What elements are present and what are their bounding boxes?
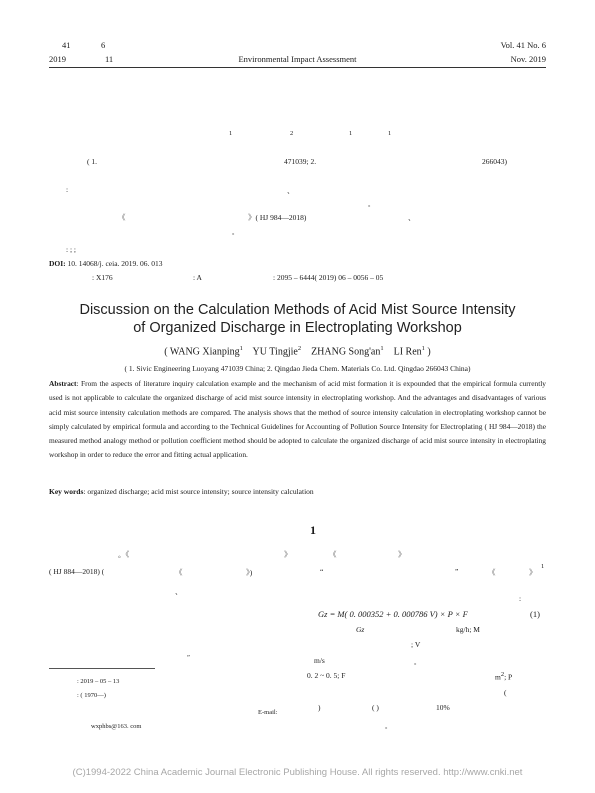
left-line2: ( HJ 884—2018) ( [49,567,105,576]
section-number: 1 [310,523,316,537]
left-frag: 》 [398,550,406,559]
left-frag: 》) [246,568,253,577]
title-en-line1: Discussion on the Calculation Methods of Acid Mist Source Intensity [79,302,516,318]
cn-standard-ref: 》( HJ 984—2018) [248,213,307,222]
author-sup-4: 1 [388,130,392,137]
cn-abstract-colon: : [66,185,69,194]
unit-ms: m/s [314,656,325,665]
var-v: ; V [411,640,421,649]
header-year-cn: 2019 [49,54,66,64]
author-sup-1: 1 [229,130,233,137]
left-frag: 《 [329,550,337,559]
doi-label: DOI: [49,259,66,268]
title-en-line2: of Organized Discharge in Electroplating Workshop [133,320,462,336]
percent: 10% [436,703,450,712]
header-rule [49,67,546,68]
header-volume-en: Vol. 41 No. 6 [500,40,546,50]
cn-book-open: 《 [118,213,126,222]
author-name: LI Ren [393,346,422,358]
author-sup: 1 [421,345,425,352]
keywords-label: Key words [49,487,84,496]
range-f: 0. 2 ~ 0. 5; F [307,671,346,680]
header-volume-cn: 41 [62,40,71,50]
unit-m2 [495,671,512,682]
header-month-cn: 11 [105,54,114,64]
m2-text: m [495,672,501,682]
author-name: WANG Xianping [169,346,240,358]
footnote-rule [49,668,155,669]
cn-abstract-comma: 、 [287,186,295,195]
right-sup: 1 [541,563,545,570]
affiliation-en: ( 1. Sivic Engineering Luoyang 471039 China; 2. Qingdao Jieda Chem. Materials Co. Ltd. Qingdao 266043 China) [124,364,471,373]
right-period: 。 [414,659,421,666]
authors-en: ( WANG Xianping$^1$ YU Tingjie$^2$ ZHANG $Song'an^1$ LI Ren$^1$ ) [164,345,431,358]
left-frag: 。《 [118,550,130,559]
keywords-en [49,487,314,496]
right-frag: 》 [529,568,537,577]
abstract-text: : From the aspects of literature inquiry calculation example and the mechanism of acid mist formation it is expounded that the empirical formula currently used is not applicable to calculate the organized discharge of acid mist source intensity in electroplating workshop. And the advantages and disadvantages of various acid mist source intensity calculation methods are compared. The analysis shows that the method of source intensity calculation in electroplating workshop cannot be simply calculated by empirical formula and according to the Technical Guidelines for Accounting of Pollution Source Intensity for Electroplating ( HJ 984—2018) the measured method analogy method or pollution coefficient method should be adopted to calculate the organized discharge of acid mist source intensity in electroplating workshop in order to reduce the error and fitting actual application. [49,379,546,460]
doi-value: 10. 14068/j. ceia. 2019. 06. 013 [67,259,163,268]
cn-small-period: 。 [368,201,375,208]
right-frag: ” [455,567,459,576]
paren-close: ) [318,703,321,712]
clc-number: : X176 [92,273,113,282]
abstract-label: Abstract [49,379,77,388]
email-label: E-mail: [258,709,278,716]
received-date: : 2019 – 05 – 13 [77,678,120,685]
author-name: ZHANG Song'an [311,346,381,358]
keywords-text: : organized discharge; acid mist source intensity; source intensity calculation [83,487,314,496]
cn-affiliation-prefix: ( 1. [87,157,97,166]
var-p: ; P [504,672,513,682]
right-colon: : [519,594,522,603]
left-comma: 、 [175,587,183,596]
paren-pair: ( ) [372,703,379,712]
formula-number: (1) [530,609,540,619]
cn-comma-2: 、 [408,213,416,222]
author-bio: : ( 1970—) [77,692,106,699]
header-issue-cn: 6 [101,40,106,50]
author-sup: 1 [380,345,384,352]
author-sup-2: 2 [290,130,294,137]
cn-affiliation-end: 266043) [482,157,507,166]
right-frag: 《 [488,568,496,577]
author-name: YU Tingjie [252,346,298,358]
abstract-en [49,377,546,463]
paren-open: ( [504,688,507,697]
var-gz: Gz [356,625,365,634]
cn-affiliation-mid: 471039; 2. [284,157,317,166]
m2-sup: 2 [500,671,505,678]
author-sup-3: 1 [349,130,353,137]
doi-line [49,259,163,268]
email-address: wxphbs@163. com [91,723,142,730]
left-frag: 《 [175,568,183,577]
header-date-en: Nov. 2019 [510,54,546,64]
cn-period-2: 。 [232,229,239,236]
author-sup: 1 [239,345,243,352]
cn-keywords: : ; ; [66,245,77,254]
left-quote: ” [187,654,190,661]
author-sup: 2 [297,345,302,352]
formula: Gz = M( 0. 000352 + 0. 000786 V) × P × F [318,609,468,619]
right-frag: “ [320,567,324,576]
document-code: : A [193,273,202,282]
header-journal-name: Environmental Impact Assessment [238,54,357,64]
copyright-footer: (C)1994-2022 China Academic Journal Electronic Publishing House. All rights reserved. http://www.cnki.net [72,767,523,778]
unit-kgh: kg/h; M [456,625,480,634]
right-dot: 。 [385,723,392,730]
issn-article-id: : 2095 – 6444( 2019) 06 – 0056 – 05 [273,273,384,282]
left-frag: 》 [284,550,292,559]
